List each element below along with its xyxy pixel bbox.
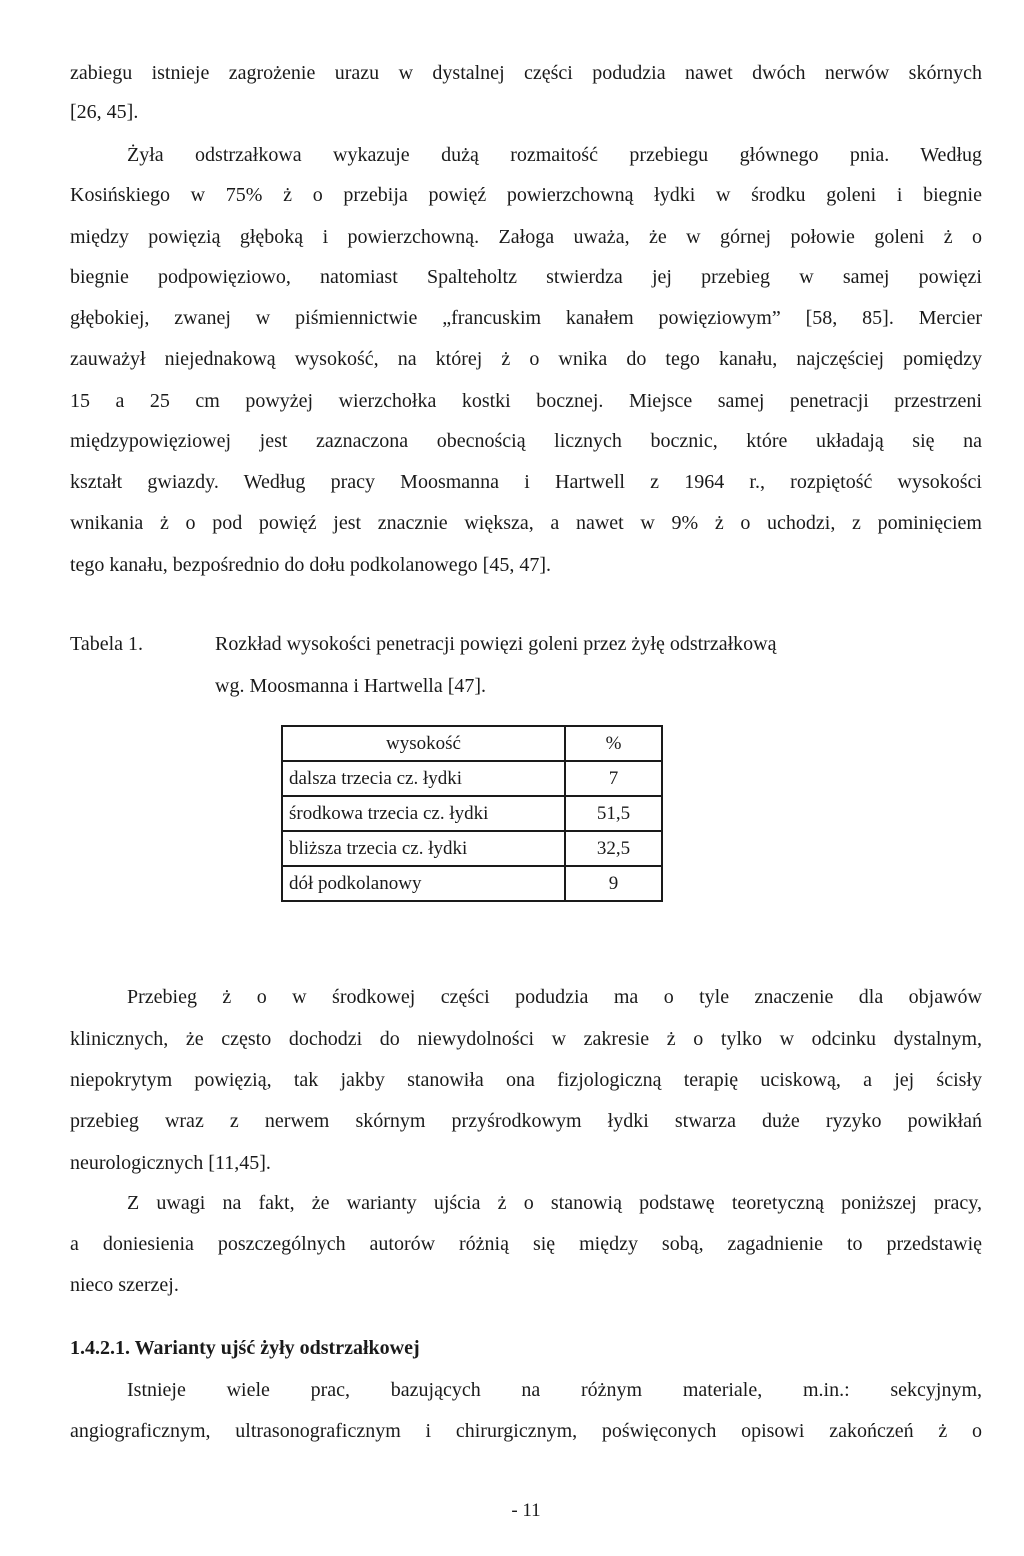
text-line: Z uwagi na fakt, że warianty ujścia ż o stanowią podstawę teoretyczną poniższej pracy, [127,1192,982,1214]
section-heading: 1.4.2.1. Warianty ujść żyły odstrzałkowej [70,1337,420,1359]
table-caption-text: wg. Moosmanna i Hartwella [47]. [215,675,487,697]
table-cell: 32,5 [565,831,662,866]
text-line: Przebieg ż o w środkowej części podudzia ma o tyle znaczenie dla objawów [127,986,982,1008]
text-line: głębokiej, zwanej w piśmiennictwie „francuskim kanałem powięziowym” [58, 85]. Mercier [70,307,982,329]
text-line: między powięzią głęboką i powierzchowną. Załoga uważa, że w górnej połowie goleni ż o [70,226,982,248]
text-line: a doniesienia poszczególnych autorów różnią się między sobą, zagadnienie to przedstawię [70,1233,982,1255]
page-number: - 11 [511,1500,541,1521]
text-line: wnikania ż o pod powięź jest znacznie większa, a nawet w 9% ż o uchodzi, z pominięciem [70,512,982,534]
text-line: 15 a 25 cm powyżej wierzchołka kostki bocznej. Miejsce samej penetracji przestrzeni [70,390,982,412]
text-line: [26, 45]. [70,101,139,123]
text-line: międzypowięziowej jest zaznaczona obecnością licznych bocznic, które układają się na [70,430,982,452]
table-caption-label: Tabela 1. [70,633,144,655]
text-line: biegnie podpowięziowo, natomiast Spalteholtz stwierdza jej przebieg w samej powięzi [70,266,982,288]
text-line: Istnieje wiele prac, bazujących na różnym materiale, m.in.: sekcyjnym, [127,1379,982,1401]
table-cell: środkowa trzecia cz. łydki [282,796,565,831]
table-cell: 9 [565,866,662,901]
text-line: tego kanału, bezpośrednio do dołu podkolanowego [45, 47]. [70,554,552,576]
table-cell: dół podkolanowy [282,866,565,901]
text-line: neurologicznych [11,45]. [70,1152,271,1174]
table-row [282,831,662,866]
table-row [282,796,662,831]
table-header-row [282,726,662,761]
text-line: angiograficznym, ultrasonograficznym i chirurgicznym, poświęconych opisowi zakończeń ż o [70,1420,982,1442]
text-line: niepokrytym powięzią, tak jakby stanowiła ona fizjologiczną terapię uciskową, a jej ścisły [70,1069,982,1091]
text-line: nieco szerzej. [70,1274,179,1296]
data-table [281,725,663,902]
table-row [282,761,662,796]
table-cell: 7 [565,761,662,796]
table-cell: 51,5 [565,796,662,831]
text-line: Żyła odstrzałkowa wykazuje dużą rozmaitość przebiegu głównego pnia. Według [127,144,982,166]
table-row [282,866,662,901]
text-line: przebieg wraz z nerwem skórnym przyśrodkowym łydki stwarza duże ryzyko powikłań [70,1110,982,1132]
text-line: zabiegu istnieje zagrożenie urazu w dystalnej części podudzia nawet dwóch nerwów skórnych [70,62,982,84]
table-header-cell: % [565,726,662,761]
text-line: zauważył niejednakową wysokość, na której ż o wnika do tego kanału, najczęściej pomiędzy [70,348,982,370]
text-line: klinicznych, że często dochodzi do niewydolności w zakresie ż o tylko w odcinku dystalnym, [70,1028,982,1050]
table-cell: dalsza trzecia cz. łydki [282,761,565,796]
table-caption-text: Rozkład wysokości penetracji powięzi goleni przez żyłę odstrzałkową [215,633,777,655]
table-header-cell: wysokość [282,726,565,761]
table-cell: bliższa trzecia cz. łydki [282,831,565,866]
text-line: kształt gwiazdy. Według pracy Moosmanna i Hartwell z 1964 r., rozpiętość wysokości [70,471,982,493]
text-line: Kosińskiego w 75% ż o przebija powięź powierzchowną łydki w środku goleni i biegnie [70,184,982,206]
